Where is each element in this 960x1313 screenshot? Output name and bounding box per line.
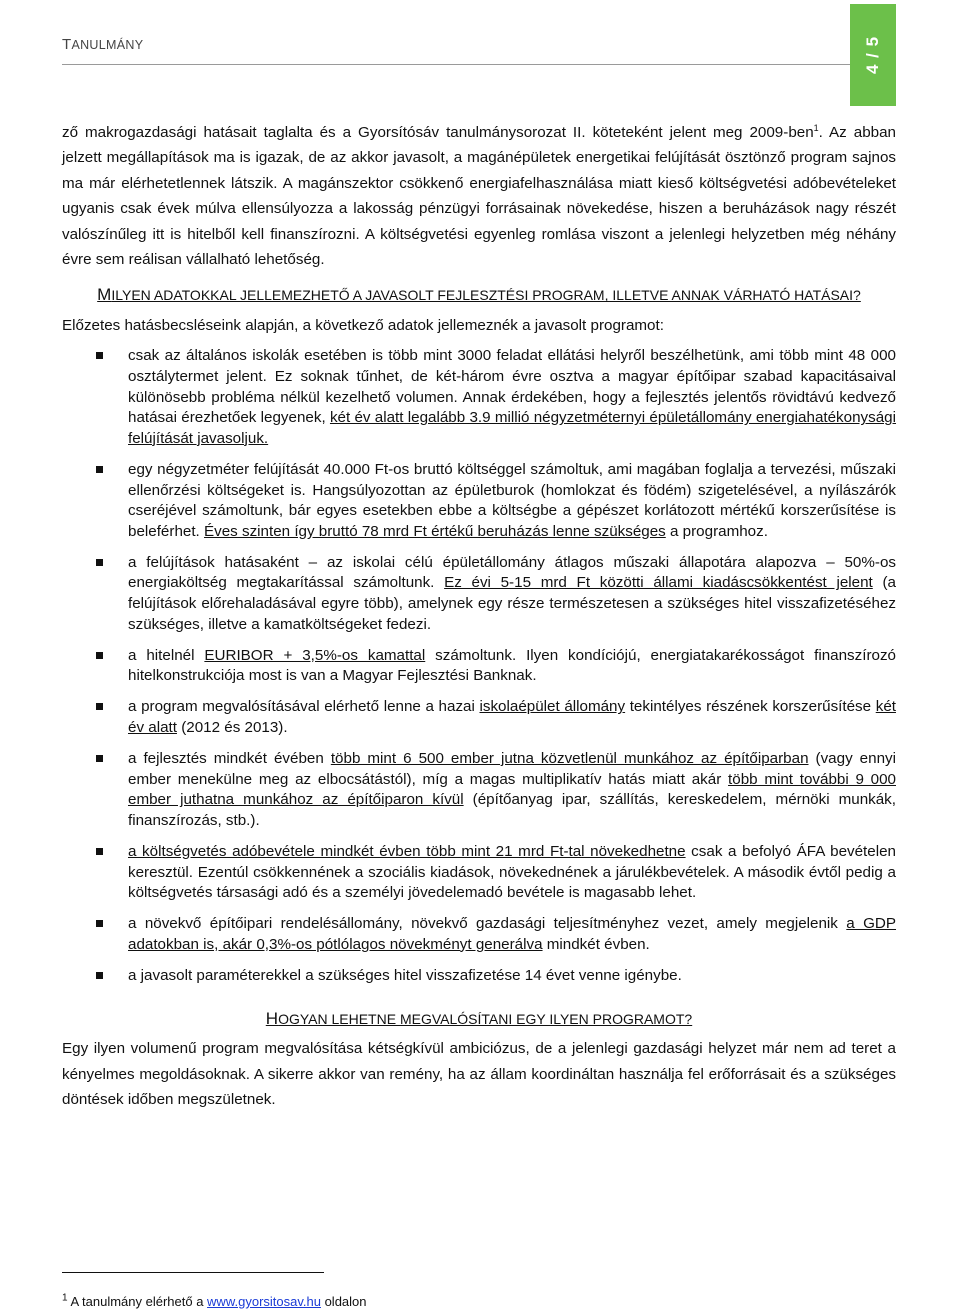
page-number-tab [850, 4, 896, 106]
footnote [62, 1294, 367, 1309]
bullet-text: a programhoz. [665, 522, 768, 540]
highlighted-text: több mint további 9 000 ember juthatna munkához az építőiparon kívül [128, 770, 896, 809]
section-heading-1 [62, 284, 896, 306]
bullet-text: (2012 és 2013). [176, 718, 288, 736]
square-bullet-icon [96, 466, 103, 473]
highlighted-text: a költségvetés adóbevétele mindkét évben több mint 21 mrd Ft-tal növekedhetne [128, 842, 686, 860]
highlighted-text: Ez évi 5-15 mrd Ft közötti állami kiadáscsökkentést jelent [444, 574, 873, 592]
intro-text-1: ző makrogazdasági hatásait taglalta és a Gyorsítósáv tanulmánysorozat II. köteteként jelent meg 2009-ben [62, 124, 814, 141]
bullet-text: tekintélyes részének korszerűsítése [625, 698, 876, 716]
intro-paragraph [62, 120, 896, 272]
bullet-text: számoltunk. Ilyen kondíciójú, energiatakarékosságot finanszírozó hitelkonstrukciója most is van a Magyar Fejlesztési Banknak. [128, 646, 896, 685]
bullet-text: (vagy ennyi ember menekülne meg az elbocsátástól), míg a magas multiplikatív hatás miatt akár [128, 750, 896, 788]
bullet-text: (a felújítások előrehaladásával egyre több), amelynek egy része természetesen a szükséges hitel visszafizetéséhez szükséges, illetve a kamatköltségeket fedezi. [128, 574, 896, 633]
bullet-text: a javasolt paraméterekkel a szükséges hitel visszafizetése 14 évet venne igénybe. [128, 966, 682, 984]
highlighted-text: EURIBOR + 3,5%-os kamattal [204, 646, 426, 664]
footnote-text: A tanulmány elérhető a [67, 1294, 208, 1309]
highlighted-text: több mint 6 500 ember jutna közvetlenül munkához az építőiparban [330, 750, 809, 768]
bullet-text: a felújítások hatásaként – az iskolai célú épületállomány átlagos műszaki állapotára alapozva – 50%-os energiaköltség megtakarítással számoltunk. [128, 553, 896, 592]
bullet-text: a fejlesztés mindkét évében [128, 750, 331, 768]
footnote-rule [62, 1272, 324, 1273]
footnote-ref: 1 [813, 122, 819, 133]
highlighted-text: iskolaépület állomány [479, 698, 626, 716]
bullet-text: (építőanyag ipar, szállítás, kereskedelem, mérnöki munkák, finanszírozás, stb.). [128, 791, 897, 829]
header-label-initial: T [62, 36, 72, 53]
square-bullet-icon [96, 755, 103, 762]
highlighted-text: a GDP adatokban is, akár 0,3%-os pótlólagos növekményt generálva [128, 915, 897, 953]
closing-paragraph: Egy ilyen volumenű program megvalósítása kétségkívül ambiciózus, de a jelenlegi gazdasági helyzet már nem ad teret a kényelmes megoldásoknak. A sikerre akkor van remény, ha az állam koordináltan használja fel erőforrásait és a szükséges döntések időben megszületnek. [62, 1040, 896, 1109]
highlighted-text: két év alatt legalább 3.9 millió négyzetméternyi épületállomány energiahatékonysági felújítását javasoljuk. [128, 409, 897, 447]
bullet-item [62, 749, 896, 831]
bullet-item [62, 346, 896, 449]
highlighted-text: két év alatt [128, 698, 896, 736]
bullet-text: egy négyzetméter felújítását 40.000 Ft-os bruttó költséggel számoltuk, ami magában foglalja a tervezési, műszaki ellenőrzési költségeket is. Hangsúlyozottan az épületburok (homlokzat és födém) szigetelésével, a nyílászárók cseréjével számoltunk, bár egyes esetekben ebbe a költségbe a gépészet korlátozott mértékű korszerűsítése is beleférhet. [128, 460, 896, 540]
square-bullet-icon [96, 559, 103, 566]
heading-1-text: ILYEN ADATOKKAL JELLEMEZHETŐ A JAVASOLT FEJLESZTÉSI PROGRAM, ILLETVE ANNAK VÁRHATÓ HATÁSAI? [111, 287, 861, 304]
square-bullet-icon [96, 703, 103, 710]
heading-2-text: OGYAN LEHETNE MEGVALÓSÍTANI EGY ILYEN PROGRAMOT? [278, 1011, 693, 1028]
header-label [62, 36, 143, 53]
highlighted-text: Éves szinten így bruttó 78 mrd Ft értékű beruházás lenne szükséges [204, 522, 666, 540]
document-body [62, 120, 896, 1113]
square-bullet-icon [96, 848, 103, 855]
bullet-item [62, 646, 896, 687]
bullet-item [62, 460, 896, 542]
square-bullet-icon [96, 652, 103, 659]
footnote-number: 1 [62, 1292, 68, 1304]
header-rule [62, 64, 894, 65]
footnote-link[interactable]: www.gyorsitosav.hu [207, 1294, 321, 1309]
lead-text: Előzetes hatásbecsléseink alapján, a következő adatok jellemeznék a javasolt programot: [62, 317, 664, 335]
square-bullet-icon [96, 920, 103, 927]
bullet-text: a hitelnél [128, 646, 205, 664]
bullet-text: a program megvalósításával elérhető lenne a hazai [128, 698, 480, 716]
bullet-text: csak a befolyó ÁFA bevételen keresztül. Ezentúl csökkennének a szociális kiadások, növekednének a járulékbevételek. A második évtől pedig a költségvetés társasági adó és a személyi jövedelemadó bevétele is magasabb lehet. [128, 842, 896, 902]
intro-text-2: . Az abban jelzett megállapítások ma is igazak, de az akkor javasolt, a magánépületek energetikai felújítását ösztönző program sajnos ma már elérhetetlennek látszik. A magánszektor csökkenő energiafelhasználása miatt kieső költségvetési adóbevételeket ugyanis csak évek múlva ellensúlyozza a lakosság pénzügyi forrásainak növekedése, hiszen a beruházások nagy részét valószínűleg itt is hitelből kell finanszírozni. A költségvetési egyenleg romlása viszont a jelenlegi helyzetben még néhány évre sem reálisan vállalható lehetőség. [62, 124, 896, 269]
bullet-item [62, 553, 896, 635]
header-label-rest: ANULMÁNY [71, 38, 144, 52]
heading-1-initial: M [97, 285, 112, 305]
page-number: 4 / 5 [863, 35, 882, 75]
bullet-item [62, 914, 896, 955]
footnote-text-end: oldalon [320, 1294, 367, 1309]
bullet-item [62, 697, 896, 738]
section-heading-2 [62, 1008, 896, 1030]
bullet-item [62, 966, 896, 987]
heading-2-initial: H [265, 1009, 279, 1029]
bullet-item [62, 842, 896, 904]
bullet-text: mindkét évben. [542, 935, 650, 953]
bullet-text: csak az általános iskolák esetében is több mint 3000 feladat ellátási helyről beszélhetünk, ami több mint 48 000 osztálytermet jelent. Ez soknak tűnhet, de két-három évre osztva a magyar építőipar szabad kapacitásaival különösebb probléma nélkül kezelhető volumen. Annak érdekében, hogy a fejlesztés jelentős rövidtávú kedvező hatásai érezhetőek legyenek, [128, 347, 896, 427]
impact-bullet-list [62, 346, 896, 986]
bullet-text: a növekvő építőipari rendelésállomány, növekvő gazdasági teljesítményhez vezet, amely megjelenik [128, 915, 847, 933]
square-bullet-icon [96, 352, 103, 359]
square-bullet-icon [96, 972, 103, 979]
